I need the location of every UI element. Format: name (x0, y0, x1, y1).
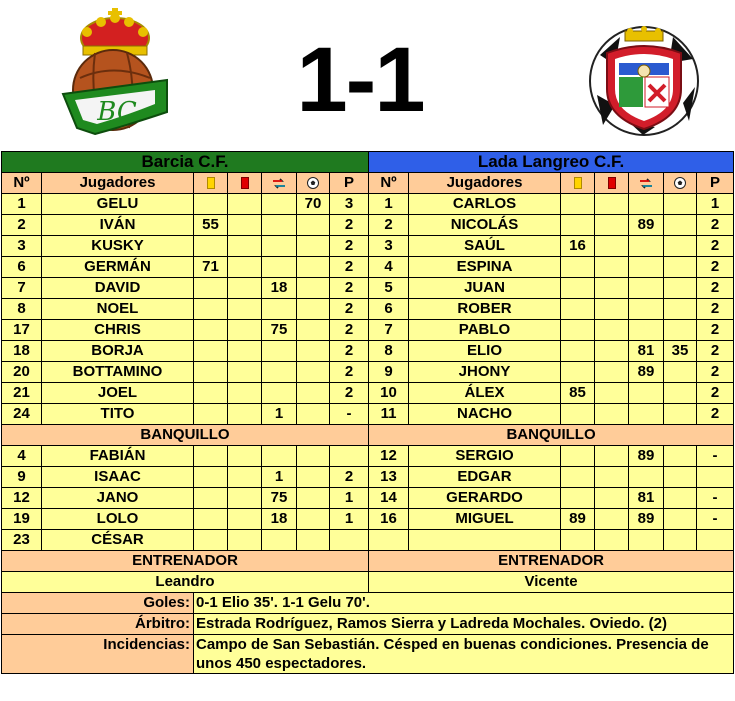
away-player-number: 13 (369, 467, 409, 488)
home-points: 1 (330, 488, 369, 509)
away-player-number: 4 (369, 257, 409, 278)
away-player-number: 1 (369, 194, 409, 215)
home-goal-minute (297, 467, 330, 488)
away-yellow-card-minute: 16 (561, 236, 595, 257)
players-row (2, 299, 734, 320)
incidents-row (2, 635, 734, 674)
incidents-value: Campo de San Sebastián. Césped en buenas condiciones. Presencia de unos 450 espectadores. (194, 635, 734, 674)
home-goal-minute (297, 257, 330, 278)
away-points (697, 467, 734, 488)
barcia-crest-icon (55, 8, 175, 138)
away-player-number: 9 (369, 362, 409, 383)
home-yellow-card-minute (194, 320, 228, 341)
home-yellow-card-minute (194, 467, 228, 488)
away-yellow-card-minute (561, 467, 595, 488)
home-substitution-minute: 1 (262, 404, 297, 425)
home-player-name: CHRIS (42, 320, 194, 341)
away-red-card-minute (595, 299, 629, 320)
bench-row (2, 488, 734, 509)
col-sub (629, 173, 664, 194)
home-player-number: 9 (2, 467, 42, 488)
bench-row (2, 509, 734, 530)
home-points (330, 530, 369, 551)
away-player-number: 6 (369, 299, 409, 320)
home-points: - (330, 404, 369, 425)
away-points: 2 (697, 236, 734, 257)
home-red-card-minute (228, 341, 262, 362)
lineups-table (1, 151, 734, 674)
lada-langreo-crest-icon (585, 25, 703, 137)
home-player-name: BOTTAMINO (42, 362, 194, 383)
away-yellow-card-minute: 89 (561, 509, 595, 530)
away-player-number: 3 (369, 236, 409, 257)
home-substitution-minute (262, 341, 297, 362)
home-goal-minute: 70 (297, 194, 330, 215)
away-points: 2 (697, 257, 734, 278)
substitution-icon (639, 178, 653, 189)
home-points: 2 (330, 362, 369, 383)
away-player-name: ESPINA (409, 257, 561, 278)
away-goal-minute (664, 446, 697, 467)
match-score: 1-1 (296, 29, 424, 131)
home-player-name: FABIÁN (42, 446, 194, 467)
home-red-card-minute (228, 299, 262, 320)
away-player-name: ÁLEX (409, 383, 561, 404)
home-player-number: 7 (2, 278, 42, 299)
away-points: 2 (697, 299, 734, 320)
home-player-number: 12 (2, 488, 42, 509)
col-red (595, 173, 629, 194)
home-substitution-minute: 1 (262, 467, 297, 488)
home-player-number: 24 (2, 404, 42, 425)
home-player-number: 1 (2, 194, 42, 215)
goals-value: 0-1 Elio 35'. 1-1 Gelu 70'. (194, 593, 734, 614)
away-yellow-card-minute (561, 257, 595, 278)
away-player-number: 7 (369, 320, 409, 341)
away-goal-minute (664, 299, 697, 320)
away-goal-minute (664, 194, 697, 215)
away-player-name: SERGIO (409, 446, 561, 467)
players-row (2, 341, 734, 362)
home-substitution-minute (262, 194, 297, 215)
home-substitution-minute (262, 446, 297, 467)
col-points: P (697, 173, 734, 194)
away-player-number: 16 (369, 509, 409, 530)
players-row (2, 383, 734, 404)
home-red-card-minute (228, 236, 262, 257)
home-points: 2 (330, 341, 369, 362)
red-card-icon (241, 177, 249, 189)
home-goal-minute (297, 236, 330, 257)
away-goal-minute (664, 488, 697, 509)
home-player-number: 2 (2, 215, 42, 236)
away-bench-heading: BANQUILLO (369, 425, 734, 446)
home-points: 2 (330, 320, 369, 341)
home-points: 2 (330, 236, 369, 257)
home-goal-minute (297, 299, 330, 320)
home-substitution-minute: 75 (262, 488, 297, 509)
home-yellow-card-minute: 71 (194, 257, 228, 278)
away-player-number: 2 (369, 215, 409, 236)
home-yellow-card-minute: 55 (194, 215, 228, 236)
coach-name-row (2, 572, 734, 593)
home-player-name: IVÁN (42, 215, 194, 236)
away-player-name: GERARDO (409, 488, 561, 509)
away-substitution-minute: 81 (629, 488, 664, 509)
players-row (2, 236, 734, 257)
home-substitution-minute (262, 257, 297, 278)
home-goal-minute (297, 362, 330, 383)
away-player-number: 5 (369, 278, 409, 299)
away-substitution-minute (629, 278, 664, 299)
away-red-card-minute (595, 236, 629, 257)
col-players: Jugadores (409, 173, 561, 194)
away-team-name: Lada Langreo C.F. (369, 152, 734, 173)
home-player-name: JOEL (42, 383, 194, 404)
home-player-name: DAVID (42, 278, 194, 299)
away-player-name: NACHO (409, 404, 561, 425)
away-points: 1 (697, 194, 734, 215)
away-player-number: 12 (369, 446, 409, 467)
away-yellow-card-minute (561, 404, 595, 425)
away-goal-minute (664, 362, 697, 383)
players-row (2, 257, 734, 278)
away-points (697, 530, 734, 551)
away-player-name (409, 530, 561, 551)
home-red-card-minute (228, 446, 262, 467)
away-goal-minute (664, 215, 697, 236)
home-player-number: 18 (2, 341, 42, 362)
referee-row (2, 614, 734, 635)
ball-icon (307, 177, 319, 189)
home-substitution-minute: 18 (262, 509, 297, 530)
home-goal-minute (297, 320, 330, 341)
away-points: - (697, 488, 734, 509)
home-player-number: 20 (2, 362, 42, 383)
col-goals (664, 173, 697, 194)
players-row (2, 215, 734, 236)
home-red-card-minute (228, 467, 262, 488)
home-points: 2 (330, 467, 369, 488)
away-red-card-minute (595, 362, 629, 383)
away-player-name: JUAN (409, 278, 561, 299)
away-red-card-minute (595, 320, 629, 341)
away-player-name: PABLO (409, 320, 561, 341)
away-substitution-minute (629, 530, 664, 551)
home-player-number: 19 (2, 509, 42, 530)
players-row (2, 278, 734, 299)
away-yellow-card-minute (561, 362, 595, 383)
bench-row (2, 530, 734, 551)
away-player-name: NICOLÁS (409, 215, 561, 236)
away-points: - (697, 446, 734, 467)
home-player-name: KUSKY (42, 236, 194, 257)
goals-row (2, 593, 734, 614)
away-red-card-minute (595, 509, 629, 530)
away-substitution-minute: 89 (629, 362, 664, 383)
away-player-name: CARLOS (409, 194, 561, 215)
away-substitution-minute: 89 (629, 509, 664, 530)
home-coach-name: Leandro (2, 572, 369, 593)
home-bench-heading: BANQUILLO (2, 425, 369, 446)
home-goal-minute (297, 341, 330, 362)
home-goal-minute (297, 404, 330, 425)
away-substitution-minute (629, 257, 664, 278)
away-yellow-card-minute (561, 446, 595, 467)
away-player-name: JHONY (409, 362, 561, 383)
incidents-label: Incidencias: (2, 635, 194, 674)
ball-icon (674, 177, 686, 189)
home-player-number: 8 (2, 299, 42, 320)
yellow-card-icon (207, 177, 215, 189)
home-player-name: JANO (42, 488, 194, 509)
away-yellow-card-minute (561, 278, 595, 299)
substitution-icon (272, 178, 286, 189)
away-red-card-minute (595, 446, 629, 467)
home-yellow-card-minute (194, 530, 228, 551)
col-points: P (330, 173, 369, 194)
away-goal-minute (664, 509, 697, 530)
away-substitution-minute (629, 299, 664, 320)
home-red-card-minute (228, 509, 262, 530)
away-red-card-minute (595, 488, 629, 509)
home-red-card-minute (228, 488, 262, 509)
home-player-name: BORJA (42, 341, 194, 362)
home-red-card-minute (228, 320, 262, 341)
home-substitution-minute (262, 530, 297, 551)
home-red-card-minute (228, 257, 262, 278)
yellow-card-icon (574, 177, 582, 189)
home-substitution-minute (262, 215, 297, 236)
home-red-card-minute (228, 530, 262, 551)
away-goal-minute (664, 530, 697, 551)
players-row (2, 320, 734, 341)
col-red (228, 173, 262, 194)
away-points: 2 (697, 215, 734, 236)
away-substitution-minute: 89 (629, 215, 664, 236)
home-substitution-minute (262, 383, 297, 404)
away-red-card-minute (595, 404, 629, 425)
home-team-name: Barcia C.F. (2, 152, 369, 173)
away-goal-minute (664, 257, 697, 278)
home-goal-minute (297, 383, 330, 404)
away-player-number: 10 (369, 383, 409, 404)
home-red-card-minute (228, 215, 262, 236)
match-header (0, 0, 735, 150)
home-player-name: GELU (42, 194, 194, 215)
away-points: - (697, 509, 734, 530)
home-yellow-card-minute (194, 362, 228, 383)
away-red-card-minute (595, 194, 629, 215)
home-red-card-minute (228, 383, 262, 404)
home-substitution-minute: 18 (262, 278, 297, 299)
away-points: 2 (697, 320, 734, 341)
home-yellow-card-minute (194, 488, 228, 509)
home-player-name: NOEL (42, 299, 194, 320)
away-goal-minute (664, 467, 697, 488)
away-substitution-minute (629, 467, 664, 488)
col-number: Nº (369, 173, 409, 194)
col-goals (297, 173, 330, 194)
away-goal-minute (664, 278, 697, 299)
red-card-icon (608, 177, 616, 189)
home-player-number: 23 (2, 530, 42, 551)
home-substitution-minute (262, 299, 297, 320)
home-substitution-minute: 75 (262, 320, 297, 341)
home-yellow-card-minute (194, 341, 228, 362)
home-points: 2 (330, 383, 369, 404)
home-yellow-card-minute (194, 194, 228, 215)
home-player-name: TITO (42, 404, 194, 425)
home-red-card-minute (228, 278, 262, 299)
away-substitution-minute: 89 (629, 446, 664, 467)
bench-row (2, 446, 734, 467)
col-yellow (194, 173, 228, 194)
home-points: 2 (330, 215, 369, 236)
away-points: 2 (697, 404, 734, 425)
away-player-name: ELIO (409, 341, 561, 362)
home-points: 2 (330, 299, 369, 320)
away-yellow-card-minute: 85 (561, 383, 595, 404)
away-substitution-minute (629, 383, 664, 404)
home-player-name: GERMÁN (42, 257, 194, 278)
home-red-card-minute (228, 194, 262, 215)
away-red-card-minute (595, 530, 629, 551)
away-yellow-card-minute (561, 530, 595, 551)
svg-text:BC: BC (97, 97, 137, 127)
home-player-number: 21 (2, 383, 42, 404)
away-player-number (369, 530, 409, 551)
away-player-number: 8 (369, 341, 409, 362)
away-coach-name: Vicente (369, 572, 734, 593)
home-player-number: 4 (2, 446, 42, 467)
home-goal-minute (297, 509, 330, 530)
home-substitution-minute (262, 236, 297, 257)
away-goal-minute (664, 320, 697, 341)
away-red-card-minute (595, 467, 629, 488)
away-points: 2 (697, 278, 734, 299)
referee-value: Estrada Rodríguez, Ramos Sierra y Ladreda Mochales. Oviedo. (2) (194, 614, 734, 635)
home-substitution-minute (262, 362, 297, 383)
col-sub (262, 173, 297, 194)
home-yellow-card-minute (194, 236, 228, 257)
away-yellow-card-minute (561, 299, 595, 320)
away-points: 2 (697, 341, 734, 362)
away-yellow-card-minute (561, 488, 595, 509)
away-goal-minute (664, 383, 697, 404)
away-substitution-minute: 81 (629, 341, 664, 362)
away-red-card-minute (595, 215, 629, 236)
home-red-card-minute (228, 404, 262, 425)
home-yellow-card-minute (194, 446, 228, 467)
players-row (2, 194, 734, 215)
away-substitution-minute (629, 404, 664, 425)
col-yellow (561, 173, 595, 194)
away-points: 2 (697, 383, 734, 404)
col-players: Jugadores (42, 173, 194, 194)
home-points (330, 446, 369, 467)
home-goal-minute (297, 278, 330, 299)
home-points: 3 (330, 194, 369, 215)
away-goal-minute: 35 (664, 341, 697, 362)
away-substitution-minute (629, 194, 664, 215)
away-player-name: MIGUEL (409, 509, 561, 530)
away-player-name: ROBER (409, 299, 561, 320)
home-red-card-minute (228, 362, 262, 383)
home-goal-minute (297, 530, 330, 551)
column-header-row (2, 173, 734, 194)
home-goal-minute (297, 215, 330, 236)
away-substitution-minute (629, 236, 664, 257)
col-number: Nº (2, 173, 42, 194)
away-goal-minute (664, 236, 697, 257)
away-coach-heading: ENTRENADOR (369, 551, 734, 572)
away-red-card-minute (595, 278, 629, 299)
home-yellow-card-minute (194, 509, 228, 530)
players-row (2, 404, 734, 425)
home-goal-minute (297, 446, 330, 467)
away-player-name: EDGAR (409, 467, 561, 488)
home-yellow-card-minute (194, 404, 228, 425)
away-player-number: 11 (369, 404, 409, 425)
home-player-name: LOLO (42, 509, 194, 530)
home-points: 2 (330, 257, 369, 278)
home-goal-minute (297, 488, 330, 509)
home-points: 1 (330, 509, 369, 530)
home-yellow-card-minute (194, 278, 228, 299)
players-row (2, 362, 734, 383)
bench-row (2, 467, 734, 488)
home-player-number: 6 (2, 257, 42, 278)
away-goal-minute (664, 404, 697, 425)
coach-heading-row (2, 551, 734, 572)
home-points: 2 (330, 278, 369, 299)
home-player-number: 17 (2, 320, 42, 341)
bench-heading-row (2, 425, 734, 446)
away-red-card-minute (595, 341, 629, 362)
away-yellow-card-minute (561, 341, 595, 362)
home-player-number: 3 (2, 236, 42, 257)
away-yellow-card-minute (561, 320, 595, 341)
away-player-number: 14 (369, 488, 409, 509)
away-points: 2 (697, 362, 734, 383)
away-substitution-minute (629, 320, 664, 341)
home-coach-heading: ENTRENADOR (2, 551, 369, 572)
away-yellow-card-minute (561, 194, 595, 215)
home-player-name: CÉSAR (42, 530, 194, 551)
away-player-name: SAÚL (409, 236, 561, 257)
goals-label: Goles: (2, 593, 194, 614)
away-red-card-minute (595, 257, 629, 278)
home-yellow-card-minute (194, 299, 228, 320)
referee-label: Árbitro: (2, 614, 194, 635)
away-yellow-card-minute (561, 215, 595, 236)
home-player-name: ISAAC (42, 467, 194, 488)
away-red-card-minute (595, 383, 629, 404)
home-yellow-card-minute (194, 383, 228, 404)
